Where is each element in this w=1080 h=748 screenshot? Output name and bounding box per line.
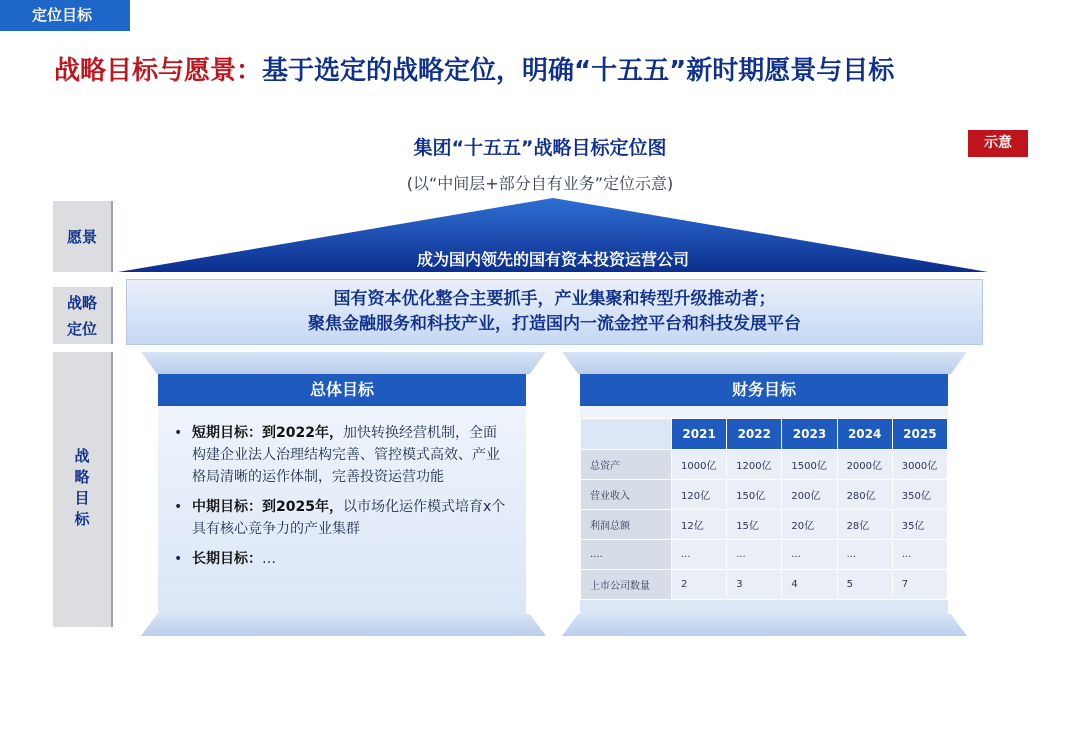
goal-item-short-term <box>174 422 508 488</box>
vision-statement: 成为国内领先的国有资本投资运营公司 <box>416 250 689 269</box>
goal-label: 长期目标： <box>192 551 262 567</box>
headline-part2: 基于选定的战略定位，明确“十五五”新时期愿景与目标 <box>262 56 895 86</box>
table-cell: ... <box>727 540 782 570</box>
goal-text: 以市场化运作模式培育x个具有核心竞争力的产业集群 <box>192 499 506 537</box>
row-label: 上市公司数量 <box>581 570 672 600</box>
table-cell: 1000亿 <box>672 450 727 480</box>
divider <box>111 352 113 627</box>
table-row <box>581 540 948 570</box>
overall-goals-heading: 总体目标 <box>158 374 526 406</box>
sidebar-position-line1: 战略 <box>66 293 97 312</box>
diagram-title: 集团“十五五”战略目标定位图 <box>413 137 667 159</box>
pillar-base <box>141 614 546 636</box>
table-cell: ... <box>892 540 947 570</box>
table-row <box>581 480 948 510</box>
table-cell: 20亿 <box>782 510 837 540</box>
goal-item-mid-term <box>174 496 508 540</box>
sidebar-position-label <box>53 287 111 344</box>
goal-item-long-term <box>174 548 508 570</box>
table-row <box>581 450 948 480</box>
overall-goals-pillar <box>158 374 526 614</box>
goal-label: 中期目标：到2025年， <box>192 499 343 515</box>
headline-part1: 战略目标与愿景： <box>54 56 263 86</box>
pillar-capital <box>141 352 546 374</box>
goal-text: … <box>262 551 276 567</box>
table-cell: 1500亿 <box>782 450 837 480</box>
table-header-row <box>581 419 948 450</box>
financial-goals-table <box>580 418 948 600</box>
year-header: 2024 <box>837 419 892 450</box>
financial-goals-heading: 财务目标 <box>580 374 948 406</box>
table-cell: 3 <box>727 570 782 600</box>
table-cell: 4 <box>782 570 837 600</box>
sidebar-vision-label: 愿景 <box>53 201 111 272</box>
positioning-line: 聚焦金融服务和科技产业，打造国内一流金控平台和科技发展平台 <box>308 314 801 334</box>
table-cell: 12亿 <box>672 510 727 540</box>
table-cell: 35亿 <box>892 510 947 540</box>
diagram-subtitle: (以“中间层+部分自有业务”定位示意) <box>406 174 674 193</box>
year-header: 2022 <box>727 419 782 450</box>
positioning-line: 国有资本优化整合主要抓手，产业集聚和转型升级推动者； <box>333 289 776 309</box>
sidebar-position-line2: 定位 <box>66 319 97 338</box>
table-cell: 350亿 <box>892 480 947 510</box>
page-headline <box>54 50 894 87</box>
illustration-badge: 示意 <box>968 130 1028 157</box>
table-cell: 15亿 <box>727 510 782 540</box>
row-label: 总资产 <box>581 450 672 480</box>
section-tag: 定位目标 <box>0 0 130 31</box>
divider <box>111 287 113 344</box>
table-cell: 120亿 <box>672 480 727 510</box>
table-cell: 2000亿 <box>837 450 892 480</box>
table-row <box>581 510 948 540</box>
table-cell: 28亿 <box>837 510 892 540</box>
pillar-base <box>562 614 967 636</box>
table-cell: 2 <box>672 570 727 600</box>
table-cell: ... <box>782 540 837 570</box>
table-cell: 5 <box>837 570 892 600</box>
row-label: 营业收入 <box>581 480 672 510</box>
positioning-beam <box>126 279 983 345</box>
goals-list <box>158 406 526 570</box>
pillar-capital <box>562 352 967 374</box>
table-cell: 200亿 <box>782 480 837 510</box>
sidebar-goals-label: 战略目标 <box>53 352 111 627</box>
year-header: 2025 <box>892 419 947 450</box>
table-corner-cell <box>581 419 672 450</box>
table-cell: 150亿 <box>727 480 782 510</box>
table-row <box>581 570 948 600</box>
goal-text: 加快转换经营机制，全面构建企业法人治理结构完善、管控模式高效、产业格局清晰的运作体制，完善投资运营功能 <box>192 425 500 485</box>
table-cell: 7 <box>892 570 947 600</box>
table-cell: 1200亿 <box>727 450 782 480</box>
year-header: 2021 <box>672 419 727 450</box>
table-cell: 3000亿 <box>892 450 947 480</box>
row-label: 利润总额 <box>581 510 672 540</box>
table-cell: ... <box>837 540 892 570</box>
year-header: 2023 <box>782 419 837 450</box>
goal-label: 短期目标：到2022年， <box>192 425 343 441</box>
table-cell: 280亿 <box>837 480 892 510</box>
divider <box>111 201 113 272</box>
row-label: .... <box>581 540 672 570</box>
table-cell: ... <box>672 540 727 570</box>
